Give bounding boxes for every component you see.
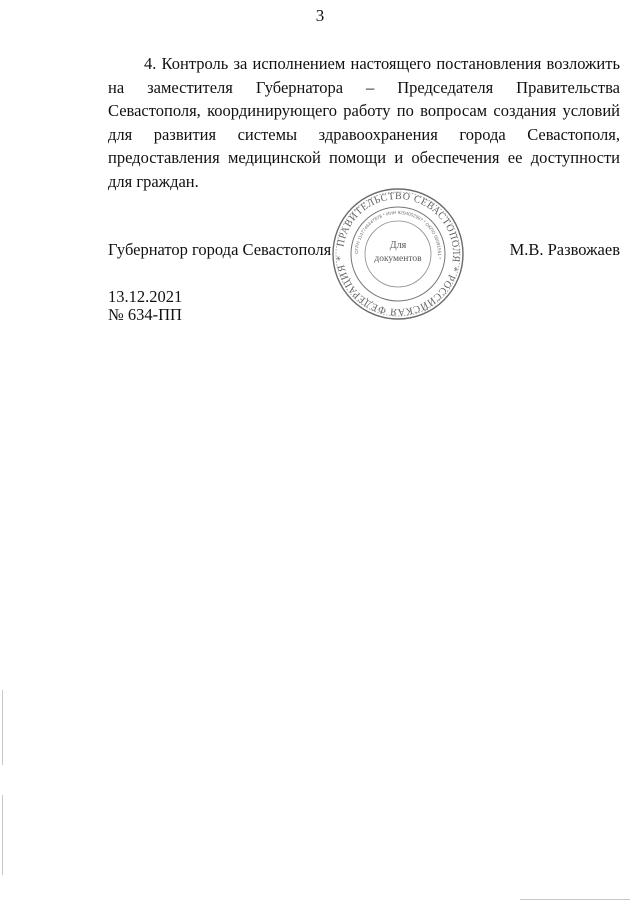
seal-outer-text: ПРАВИТЕЛЬСТВО СЕВАСТОПОЛЯ * РОССИЙСКАЯ ФЕДЕРАЦИЯ * <box>334 190 462 318</box>
seal-graphic <box>330 186 466 322</box>
scan-edge-mark-left <box>2 690 3 765</box>
signer-title: Губернатор города Севастополя <box>108 240 332 259</box>
scan-edge-mark-bottom <box>520 899 630 900</box>
scan-edge-mark-left-lower <box>2 795 3 875</box>
seal-center-line-1: Для <box>389 240 407 251</box>
seal-center-line-2: документов <box>374 254 422 264</box>
official-seal-stamp <box>330 186 466 322</box>
document-date: 13.12.2021 <box>108 287 183 306</box>
document-number: № 634-ПП <box>108 305 182 324</box>
paragraph-item-4: 4. Контроль за исполнением настоящего постановления возложить на заместителя Губернатора – Председателя Правительства Севастополя, координирующего работу по вопросам создания условий для развития системы здравоохранения города Севастополя, предоставления медицинской помощи и обеспечения ее доступности для граждан. <box>108 54 620 191</box>
page-number: 3 <box>315 6 325 25</box>
seal-inner-text: ОГРН 1147746447878 * ИНН 9204002997 * ОКПО 00091551 * <box>353 209 443 260</box>
svg-text:ОГРН 1147746447878 * ИНН 92040 <box>354 210 442 259</box>
signer-name: М.В. Развожаев <box>509 240 620 259</box>
